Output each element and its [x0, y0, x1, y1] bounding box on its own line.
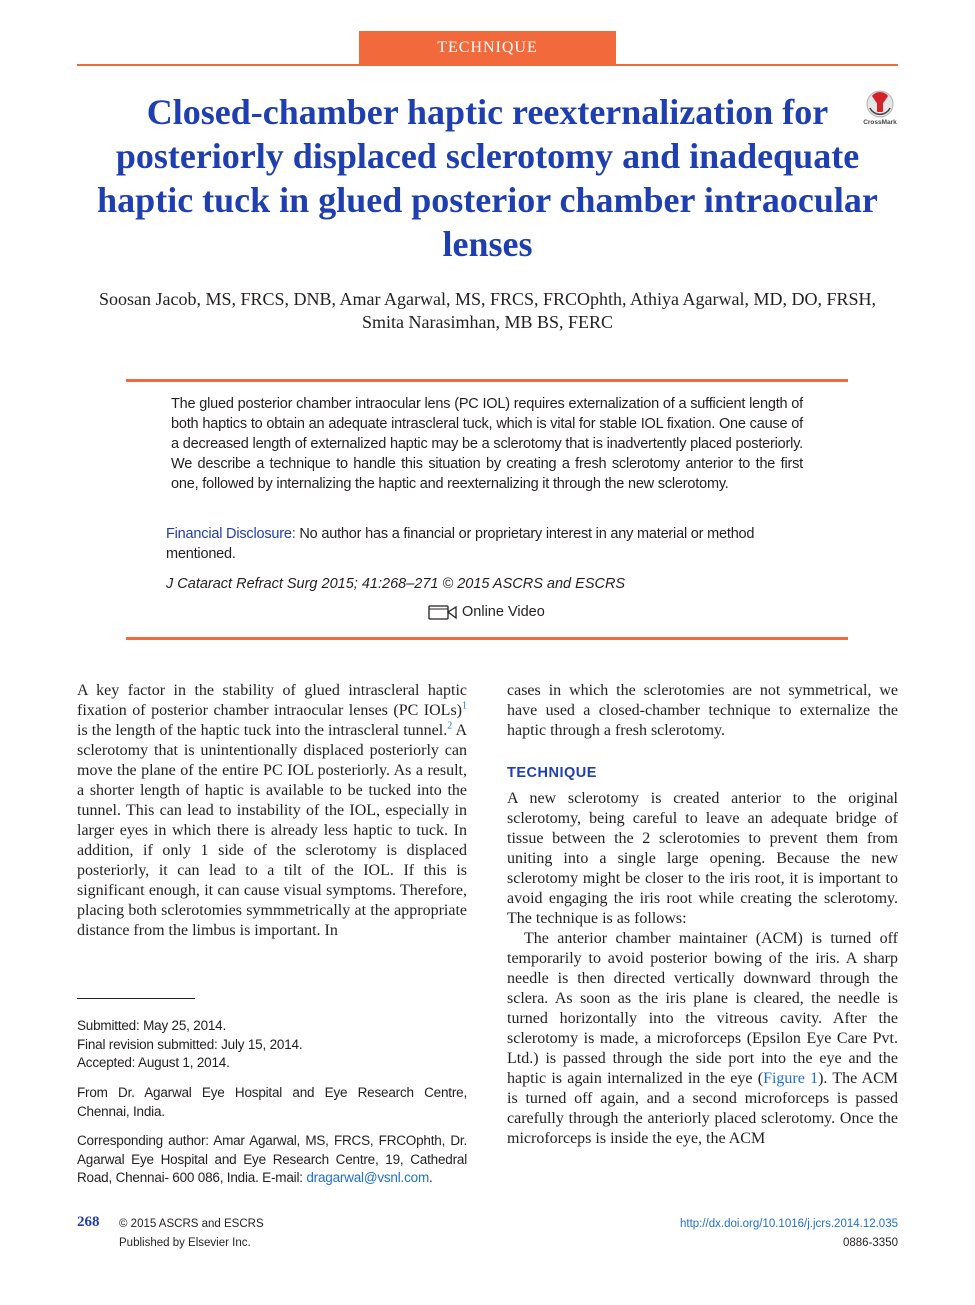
technique-paragraph-1: A new sclerotomy is created anterior to the original sclerotomy, being careful to leave an adequate bridge of tissue between the 2 sclerotomies to prevent them from uniting into a single large opening. Because the new sclerotomy might be closer to the iris root, it is important to avoid engaging the iris root while creating the sclerotomy. The technique is as follows:	[507, 790, 898, 927]
corresponding-author-text: Corresponding author: Amar Agarwal, MS, FRCS, FRCOphth, Dr. Agarwal Eye Hospital and Eye Research Centre, 19, Cathedral Road, Chennai- 600 086, India. E-mail:	[77, 1133, 467, 1185]
continued-paragraph: cases in which the sclerotomies are not symmetrical, we have used a closed-chamber technique to externalize the haptic through a fresh sclerotomy.	[507, 682, 898, 739]
financial-disclosure	[166, 524, 808, 564]
abstract-text: The glued posterior chamber intraocular lens (PC IOL) requires externalization of a sufficient length of both haptics to obtain an adequate intrascleral tuck, which is vital for stable IOL fixation. One cause of a decreased length of externalized haptic may be a sclerotomy that is inadvertently placed posteriorly. We describe a technique to handle this situation by creating a fresh sclerotomy anterior to the first one, followed by internalizing the haptic and reexternalizing it through the new sclerotomy.	[171, 396, 803, 492]
intro-text-a: A key factor in the stability of glued intrascleral haptic fixation of posterior chamber intraocular lenses (PC IOLs)	[77, 682, 467, 719]
online-video-link[interactable]	[428, 602, 628, 622]
section-tab: TECHNIQUE	[359, 31, 616, 65]
figure-1-link[interactable]: Figure 1	[763, 1070, 819, 1087]
footnote-separator	[77, 998, 195, 999]
technique-paragraph-2	[507, 929, 898, 1149]
authors-line-1: Soosan Jacob, MS, FRCS, DNB, Amar Agarwal, MS, FRCS, FRCOphth, Athiya Agarwal, MD, DO, FRSH,	[98, 289, 877, 309]
left-column	[77, 681, 467, 941]
footer-copyright: © 2015 ASCRS and ESCRS	[119, 1218, 264, 1230]
author-list	[77, 288, 898, 334]
technique-heading: TECHNIQUE	[507, 765, 597, 781]
submission-dates	[77, 1017, 467, 1073]
intro-text-b: is the length of the haptic tuck into the intrascleral tunnel.	[77, 722, 448, 739]
financial-disclosure-label: Financial Disclosure:	[166, 526, 296, 542]
abstract-bottom-rule	[126, 637, 848, 640]
abstract-top-rule	[126, 379, 848, 382]
video-camera-icon	[428, 603, 458, 621]
authors-line-2: Smita Narasimhan, MB BS, FERC	[361, 312, 613, 332]
article-title: Closed-chamber haptic reexternalization for posteriorly displaced sclerotomy and inadequate haptic tuck in glued posterior chamber intraocular lenses	[97, 92, 878, 264]
final-revision-date: Final revision submitted: July 15, 2014.	[77, 1036, 303, 1052]
intro-text-c: A sclerotomy that is unintentionally displaced posteriorly can move the plane of the entire PC IOL posteriorly. As a result, a shorter length of haptic is available to be tucked into the tunnel. This can lead to instability of the IOL, especially in larger eyes in which there is already less haptic to tuck. In addition, if only 1 side of the sclerotomy is displaced posteriorly, it can lead to a tilt of the IOL. If this is significant enough, it can cause visual symptoms. Therefore, placing both sclerotomies symmmetrically at the appropriate distance from the limbus is important. In	[77, 722, 468, 939]
reference-2-link[interactable]: 2	[447, 720, 453, 732]
intro-paragraph	[77, 681, 467, 941]
email-link[interactable]: dragarwal@vsnl.com	[306, 1170, 429, 1185]
technique-text-a: The anterior chamber maintainer (ACM) is turned off temporarily to avoid posterior bowing of the iris. A sharp needle is then directed vertically downward through the sclera. As soon as the iris plane is cleared, the needle is turned horizontally into the vitreous cavity. After the sclerotomy is made, a microforceps (Epsilon Eye Care Pvt. Ltd.) is passed through the side port into the eye and the haptic is again internalized in the eye (	[507, 930, 898, 1087]
financial-disclosure-text: No author has a financial or proprietary interest in any material or method mentioned.	[166, 526, 755, 562]
reference-1-link[interactable]: 1	[462, 700, 467, 712]
crossmark-logo[interactable]	[862, 90, 898, 130]
submitted-date: Submitted: May 25, 2014.	[77, 1018, 227, 1033]
affiliation-note: From Dr. Agarwal Eye Hospital and Eye Research Centre, Chennai, India.	[77, 1085, 467, 1119]
corresponding-author-end: .	[429, 1170, 433, 1185]
journal-citation: J Cataract Refract Surg 2015; 41:268–271 © 2015 ASCRS and ESCRS	[166, 576, 626, 592]
right-column	[507, 681, 898, 1149]
accepted-date: Accepted: August 1, 2014.	[77, 1055, 230, 1070]
issn: 0886-3350	[843, 1237, 898, 1249]
header-rule	[77, 64, 898, 66]
footer-publisher: Published by Elsevier Inc.	[119, 1237, 251, 1249]
doi-link[interactable]: http://dx.doi.org/10.1016/j.jcrs.2014.12.035	[679, 1218, 898, 1230]
page-number: 268	[77, 1214, 100, 1230]
corresponding-author-note	[77, 1132, 467, 1188]
technique-text-b: ). The ACM is turned off again, and a second microforceps is passed carefully through the anteriorly placed sclerotomy. Once the microforceps is inside the eye, the ACM	[507, 1070, 899, 1147]
crossmark-label: CrossMark	[863, 119, 897, 126]
online-video-label[interactable]: Online Video	[462, 604, 545, 620]
